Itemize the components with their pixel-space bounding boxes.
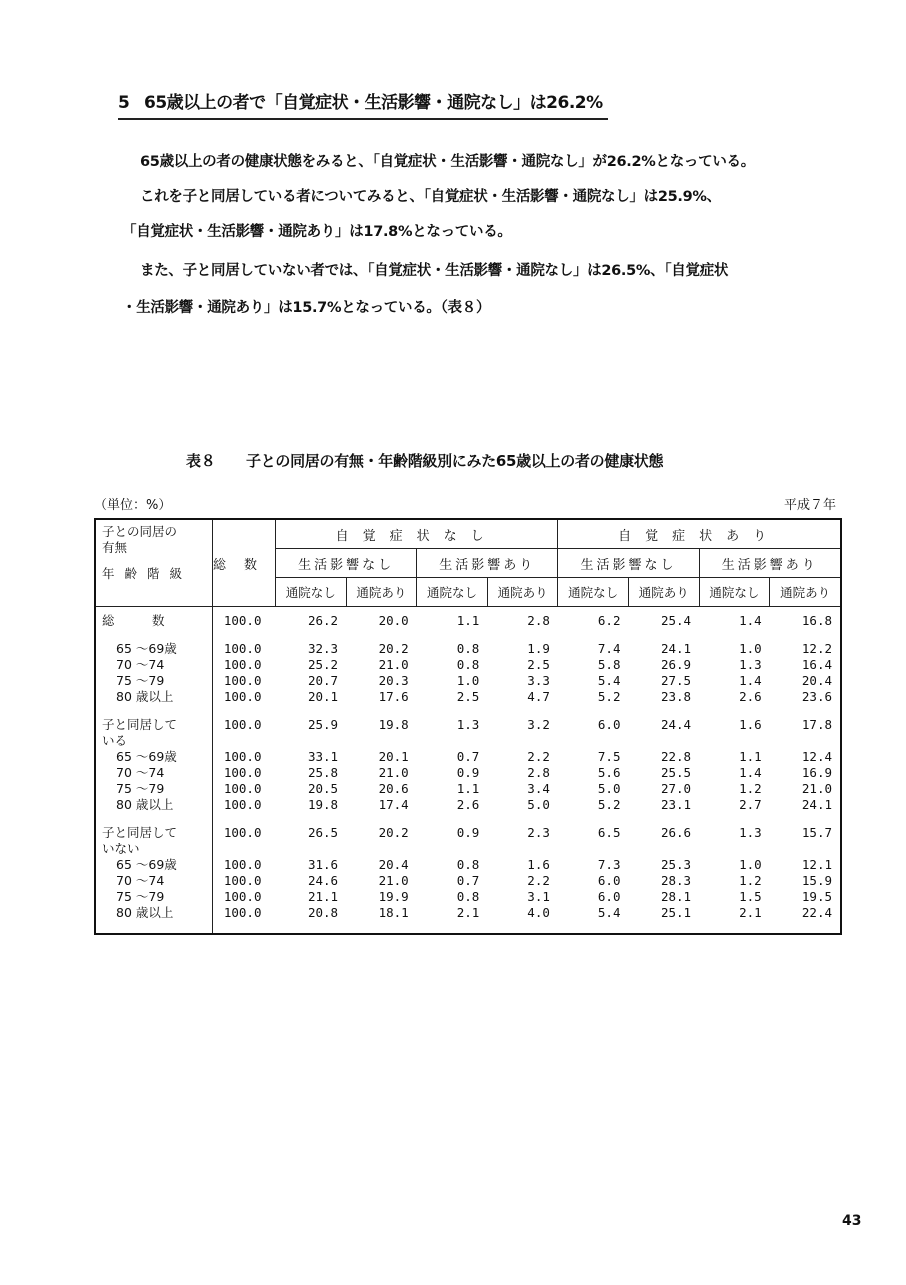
table-cell: 5.0 — [527, 797, 550, 812]
table-number: 表８ — [186, 452, 216, 470]
table-cell: 20.4 — [801, 673, 832, 688]
table-row — [95, 641, 841, 657]
table-cell — [558, 705, 629, 717]
table-row — [95, 689, 841, 705]
table-cell — [770, 921, 841, 934]
table-cell: 7.4 — [597, 641, 621, 656]
table-cell: 2.6 — [739, 689, 762, 704]
row-label — [95, 629, 213, 641]
column-header: 通院なし — [276, 578, 347, 607]
column-header: 通院なし — [558, 578, 629, 607]
table-cell — [699, 733, 770, 749]
total-header: 総数 — [213, 519, 276, 607]
table-cell: 1.4 — [739, 673, 762, 688]
column-header: 通院あり — [346, 578, 417, 607]
table-cell: 20.1 — [307, 689, 339, 704]
table-cell: 100.0 — [223, 689, 262, 704]
table-cell: 25.9 — [307, 717, 339, 732]
stub-header-line: 子との同居の — [102, 524, 178, 539]
table-cell — [213, 629, 276, 641]
table-cell: 100.0 — [223, 641, 262, 656]
table-cell: 2.2 — [527, 873, 550, 888]
table-cell: 6.0 — [597, 717, 621, 732]
paragraph-line: 「自覚症状・生活影響・通院あり」は17.8%となっている。 — [122, 224, 512, 240]
table-cell: 1.5 — [739, 889, 762, 904]
table-cell: 31.6 — [307, 857, 339, 872]
table-row — [95, 765, 841, 781]
table-cell — [417, 813, 488, 825]
table-cell: 20.7 — [307, 673, 339, 688]
table-cell — [699, 813, 770, 825]
table-cell — [276, 733, 347, 749]
table-cell: 26.5 — [307, 825, 339, 840]
column-header: 通院なし — [699, 578, 770, 607]
table-cell: 21.1 — [307, 889, 339, 904]
table-cell: 12.2 — [801, 641, 832, 656]
table-cell: 21.0 — [378, 765, 409, 780]
section-total-row — [95, 607, 841, 630]
table-cell — [558, 629, 629, 641]
table-cell: 22.8 — [660, 749, 692, 764]
subgroup-header: 生活影響あり — [417, 549, 558, 578]
table-cell — [628, 841, 699, 857]
table-cell: 15.9 — [801, 873, 832, 888]
table-cell: 12.4 — [801, 749, 832, 764]
table-cell: 20.5 — [307, 781, 339, 796]
table-cell: 100.0 — [223, 717, 262, 732]
table-cell: 7.3 — [597, 857, 621, 872]
table-cell: 26.2 — [307, 613, 339, 628]
spacer-row — [95, 629, 841, 641]
table-cell — [770, 705, 841, 717]
table-row — [95, 749, 841, 765]
table-cell: 12.1 — [801, 857, 832, 872]
table-cell: 15.7 — [801, 825, 832, 840]
table-cell: 1.2 — [739, 781, 762, 796]
table-cell: 27.5 — [660, 673, 692, 688]
table-cell: 0.8 — [456, 657, 480, 672]
table-cell — [699, 921, 770, 934]
table-cell: 0.8 — [456, 641, 480, 656]
table-cell — [487, 705, 558, 717]
stub-header-line: 有無 — [102, 540, 128, 555]
table-cell: 16.4 — [801, 657, 832, 672]
table-cell: 2.2 — [527, 749, 550, 764]
spacer-row — [95, 705, 841, 717]
table-cell: 1.9 — [527, 641, 550, 656]
section-label-continuation — [95, 841, 841, 857]
row-label: 75 ～79 — [95, 781, 213, 797]
table-cell — [699, 705, 770, 717]
table-cell — [628, 921, 699, 934]
table-cell: 5.8 — [597, 657, 621, 672]
table-row — [95, 797, 841, 813]
table-cell: 5.6 — [597, 765, 621, 780]
table-cell: 20.4 — [378, 857, 409, 872]
table-cell: 0.9 — [456, 825, 480, 840]
table-cell — [417, 705, 488, 717]
table-cell: 19.8 — [378, 717, 409, 732]
table-cell: 27.0 — [660, 781, 692, 796]
row-label: 70 ～74 — [95, 765, 213, 781]
table-cell: 25.8 — [307, 765, 339, 780]
table-cell: 23.8 — [660, 689, 692, 704]
table-cell: 32.3 — [307, 641, 339, 656]
table-cell: 0.8 — [456, 857, 480, 872]
table-cell — [346, 629, 417, 641]
table-cell: 100.0 — [223, 765, 262, 780]
table-cell — [276, 629, 347, 641]
table-cell — [487, 629, 558, 641]
table-cell: 5.0 — [597, 781, 621, 796]
row-label: 80 歳以上 — [95, 797, 213, 813]
table-cell: 25.5 — [660, 765, 692, 780]
table-cell — [558, 921, 629, 934]
table-cell: 1.0 — [739, 857, 762, 872]
row-label: 子と同居して — [95, 825, 213, 841]
section-total-row — [95, 717, 841, 733]
table-cell: 0.8 — [456, 889, 480, 904]
table-cell: 1.4 — [739, 765, 762, 780]
table-cell — [276, 841, 347, 857]
group-header: 自覚症状なし — [276, 519, 558, 549]
row-label: 80 歳以上 — [95, 905, 213, 921]
table-cell: 23.6 — [801, 689, 832, 704]
table-cell: 19.8 — [307, 797, 339, 812]
table-cell: 2.6 — [456, 797, 480, 812]
table-cell: 7.5 — [597, 749, 621, 764]
table-cell: 20.3 — [378, 673, 409, 688]
table-cell: 5.4 — [597, 673, 621, 688]
row-label — [95, 705, 213, 717]
table-cell: 3.1 — [527, 889, 550, 904]
section-title: 65歳以上の者で「自覚症状・生活影響・通院なし」は26.2% — [144, 93, 603, 113]
subgroup-header: 生活影響なし — [276, 549, 417, 578]
table-cell: 24.6 — [307, 873, 339, 888]
table-cell: 6.0 — [597, 889, 621, 904]
table-cell: 2.8 — [527, 613, 550, 628]
table-cell: 26.6 — [660, 825, 692, 840]
row-label: 65 ～69歳 — [95, 641, 213, 657]
subgroup-header: 生活影響なし — [558, 549, 699, 578]
table-cell: 1.3 — [739, 657, 762, 672]
table-cell: 0.7 — [456, 749, 480, 764]
table-cell: 21.0 — [801, 781, 832, 796]
table-cell — [417, 921, 488, 934]
table-cell: 6.5 — [597, 825, 621, 840]
table-cell: 3.2 — [527, 717, 550, 732]
table-cell — [558, 841, 629, 857]
table-year: 平成７年 — [783, 498, 836, 513]
table-cell: 1.1 — [456, 613, 480, 628]
table-cell: 25.4 — [660, 613, 692, 628]
row-label: いる — [95, 733, 213, 749]
table-cell — [487, 921, 558, 934]
row-label — [95, 921, 213, 934]
paragraph-line: また、子と同居していない者では、「自覚症状・生活影響・通院なし」は26.5%、「自覚症状 — [140, 263, 729, 279]
section-total-row — [95, 825, 841, 841]
table-cell — [770, 733, 841, 749]
table-cell: 100.0 — [223, 873, 262, 888]
table-cell: 17.6 — [378, 689, 409, 704]
group-header: 自覚症状あり — [558, 519, 841, 549]
table-cell: 25.3 — [660, 857, 692, 872]
row-label: 総 数 — [95, 607, 213, 630]
stub-header — [95, 519, 213, 607]
table-cell: 2.1 — [739, 905, 762, 920]
table-cell — [770, 841, 841, 857]
row-label: 65 ～69歳 — [95, 857, 213, 873]
table-cell: 100.0 — [223, 657, 262, 672]
table-cell: 2.5 — [456, 689, 480, 704]
subgroup-header: 生活影響あり — [699, 549, 841, 578]
table-caption: 子との同居の有無・年齢階級別にみた65歳以上の者の健康状態 — [246, 452, 664, 470]
paragraph-line: ・生活影響・通院あり」は15.7%となっている。（表８） — [122, 300, 491, 316]
table-cell: 26.9 — [660, 657, 692, 672]
table-cell — [276, 921, 347, 934]
table-cell: 100.0 — [223, 905, 262, 920]
table-cell: 28.3 — [660, 873, 692, 888]
table-cell: 28.1 — [660, 889, 692, 904]
table-cell — [699, 841, 770, 857]
table-cell: 20.6 — [378, 781, 409, 796]
table-cell — [628, 733, 699, 749]
table-cell: 4.7 — [527, 689, 550, 704]
column-header: 通院あり — [628, 578, 699, 607]
table-cell: 100.0 — [223, 797, 262, 812]
table-cell: 0.9 — [456, 765, 480, 780]
table-cell: 24.4 — [660, 717, 692, 732]
table-cell: 20.2 — [378, 825, 409, 840]
table-cell — [487, 733, 558, 749]
table-cell: 1.3 — [456, 717, 480, 732]
table-cell: 25.2 — [307, 657, 339, 672]
table-cell: 16.8 — [801, 613, 832, 628]
spacer-row — [95, 813, 841, 825]
table-cell — [487, 813, 558, 825]
table-cell: 6.0 — [597, 873, 621, 888]
table-row — [95, 873, 841, 889]
table-cell: 100.0 — [223, 673, 262, 688]
table-cell: 1.6 — [739, 717, 762, 732]
table-cell — [628, 813, 699, 825]
section-heading — [118, 88, 608, 113]
stub-header-line: 年齢階級 — [102, 566, 193, 581]
table-cell: 6.2 — [597, 613, 621, 628]
table-cell: 20.2 — [378, 641, 409, 656]
table-cell: 5.2 — [597, 689, 621, 704]
table-cell: 100.0 — [223, 825, 262, 840]
table-cell: 17.4 — [378, 797, 409, 812]
table-row — [95, 889, 841, 905]
table-cell: 2.1 — [456, 905, 480, 920]
table-cell: 100.0 — [223, 889, 262, 904]
table-cell: 33.1 — [307, 749, 339, 764]
table-cell: 5.2 — [597, 797, 621, 812]
table-cell — [276, 813, 347, 825]
table-cell: 16.9 — [801, 765, 832, 780]
table-cell: 3.3 — [527, 673, 550, 688]
table-cell — [558, 733, 629, 749]
table-cell: 2.8 — [527, 765, 550, 780]
table-cell: 0.7 — [456, 873, 480, 888]
table-cell — [628, 629, 699, 641]
table-cell: 100.0 — [223, 749, 262, 764]
table-cell — [487, 841, 558, 857]
table-cell: 22.4 — [801, 905, 832, 920]
table-cell: 23.1 — [660, 797, 692, 812]
table-cell: 18.1 — [378, 905, 409, 920]
table-cell — [213, 813, 276, 825]
column-header: 通院あり — [770, 578, 841, 607]
table-cell — [213, 841, 276, 857]
table-title — [186, 450, 663, 471]
table-cell: 19.5 — [801, 889, 832, 904]
spacer-row — [95, 921, 841, 934]
table-cell: 3.4 — [527, 781, 550, 796]
table-cell: 1.2 — [739, 873, 762, 888]
table-cell: 20.1 — [378, 749, 409, 764]
table-cell — [417, 841, 488, 857]
table-cell: 2.7 — [739, 797, 762, 812]
column-header: 通院なし — [417, 578, 488, 607]
row-label: 70 ～74 — [95, 657, 213, 673]
table-row — [95, 905, 841, 921]
table-cell: 2.3 — [527, 825, 550, 840]
table-cell — [213, 921, 276, 934]
row-label: 70 ～74 — [95, 873, 213, 889]
table-cell — [346, 813, 417, 825]
heading-underline — [118, 118, 608, 120]
column-header: 通院あり — [487, 578, 558, 607]
row-label: 65 ～69歳 — [95, 749, 213, 765]
table-cell — [213, 733, 276, 749]
row-label: 80 歳以上 — [95, 689, 213, 705]
table-cell — [346, 733, 417, 749]
table-row — [95, 857, 841, 873]
section-number: 5 — [118, 93, 130, 113]
row-label: いない — [95, 841, 213, 857]
row-label: 75 ～79 — [95, 889, 213, 905]
row-label — [95, 813, 213, 825]
table-cell — [558, 813, 629, 825]
table-cell — [276, 705, 347, 717]
table-cell — [346, 705, 417, 717]
page-number: 43 — [842, 1213, 862, 1229]
row-label: 子と同居して — [95, 717, 213, 733]
section-label-continuation — [95, 733, 841, 749]
row-label: 75 ～79 — [95, 673, 213, 689]
table-cell: 2.5 — [527, 657, 550, 672]
table-cell — [628, 705, 699, 717]
table-cell: 100.0 — [223, 781, 262, 796]
table-row — [95, 673, 841, 689]
table-cell — [770, 629, 841, 641]
table-cell: 1.1 — [739, 749, 762, 764]
table-cell: 20.0 — [378, 613, 409, 628]
health-status-table — [94, 518, 842, 935]
table-cell — [770, 813, 841, 825]
table-cell: 5.4 — [597, 905, 621, 920]
table-cell: 17.8 — [801, 717, 832, 732]
table-cell: 1.0 — [456, 673, 480, 688]
table-cell: 1.6 — [527, 857, 550, 872]
table-cell: 1.1 — [456, 781, 480, 796]
table-cell: 100.0 — [223, 857, 262, 872]
table-cell — [346, 841, 417, 857]
table-cell — [699, 629, 770, 641]
table-cell: 24.1 — [801, 797, 832, 812]
table-cell — [417, 629, 488, 641]
paragraph-line: 65歳以上の者の健康状態をみると、「自覚症状・生活影響・通院なし」が26.2%となっている。 — [140, 154, 755, 170]
table-cell: 25.1 — [660, 905, 692, 920]
table-cell: 4.0 — [527, 905, 550, 920]
table-cell: 1.3 — [739, 825, 762, 840]
table-cell — [417, 733, 488, 749]
table-cell: 100.0 — [223, 613, 262, 628]
table-cell: 24.1 — [660, 641, 692, 656]
table-unit: （単位：%） — [94, 498, 172, 513]
table-cell: 1.0 — [739, 641, 762, 656]
table-cell: 21.0 — [378, 873, 409, 888]
table-cell — [346, 921, 417, 934]
table-cell — [213, 705, 276, 717]
table-cell: 1.4 — [739, 613, 762, 628]
table-row — [95, 657, 841, 673]
table-cell: 21.0 — [378, 657, 409, 672]
table-cell: 19.9 — [378, 889, 409, 904]
paragraph-line: これを子と同居している者についてみると、「自覚症状・生活影響・通院なし」は25.9%、 — [140, 189, 721, 205]
table-cell: 20.8 — [307, 905, 339, 920]
table-row — [95, 781, 841, 797]
